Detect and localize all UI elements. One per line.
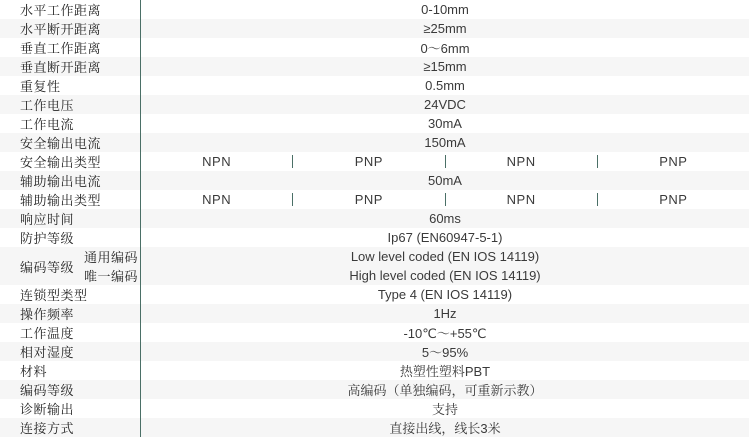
spec-row	[0, 399, 749, 418]
row-label-cell	[0, 247, 141, 285]
row-label-cell	[0, 209, 141, 228]
row-value: 热塑性塑料PBT	[399, 364, 491, 379]
row-label: 重复性	[20, 79, 61, 94]
row-label-cell	[0, 380, 141, 399]
spec-row	[0, 190, 749, 209]
row-value: ≥15mm	[423, 59, 467, 74]
row-value: 30mA	[428, 116, 462, 131]
spec-row	[0, 380, 749, 399]
spec-row	[0, 0, 749, 19]
row-label-cell	[0, 418, 141, 437]
row-value: 支持	[431, 402, 458, 417]
output-type-cell: NPN	[506, 192, 536, 207]
row-label-cell	[0, 304, 141, 323]
row-label-cell	[0, 95, 141, 114]
row-label-cell	[0, 342, 141, 361]
row-label: 工作温度	[20, 326, 75, 341]
row-value: 高编码（单独编码，可重新示教）	[347, 383, 543, 398]
row-label-cell	[0, 76, 141, 95]
row-value: 0.5mm	[425, 78, 465, 93]
row-value: Ip67 (EN60947-5-1)	[387, 230, 503, 245]
spec-row	[0, 76, 749, 95]
spec-row	[0, 114, 749, 133]
spec-row	[0, 285, 749, 304]
row-label: 材料	[20, 364, 48, 379]
row-label: 连接方式	[20, 421, 75, 436]
spec-row	[0, 171, 749, 190]
row-label: 相对湿度	[20, 345, 75, 360]
row-value: 0～6mm	[420, 41, 470, 56]
row-label-cell	[0, 114, 141, 133]
row-value: 24VDC	[424, 97, 466, 112]
row-label: 垂直断开距离	[20, 60, 102, 75]
row-label: 编码等级	[20, 383, 75, 398]
row-label-cell	[0, 19, 141, 38]
spec-row	[0, 247, 749, 285]
row-value-columns	[141, 152, 749, 171]
row-value: ≥25mm	[423, 21, 467, 36]
row-label: 辅助输出类型	[20, 193, 102, 208]
spec-row	[0, 95, 749, 114]
spec-row	[0, 361, 749, 380]
row-label: 辅助输出电流	[20, 174, 102, 189]
spec-row	[0, 209, 749, 228]
row-label-cell	[0, 0, 141, 19]
row-label: 防护等级	[20, 231, 75, 246]
spec-row	[0, 342, 749, 361]
spec-row	[0, 38, 749, 57]
row-label: 工作电流	[20, 117, 75, 132]
row-label-cell	[0, 228, 141, 247]
output-type-cell: PNP	[659, 192, 688, 207]
row-value: 5～95%	[421, 345, 469, 360]
coding-sub-labels	[84, 247, 138, 285]
row-label: 编码等级	[20, 259, 75, 275]
output-type-cell: PNP	[354, 154, 383, 169]
row-label-cell	[0, 171, 141, 190]
coding-sub-label: 通用编码	[83, 250, 138, 265]
row-label-cell	[0, 361, 141, 380]
spec-row	[0, 133, 749, 152]
spec-row	[0, 418, 749, 437]
row-label: 水平工作距离	[20, 3, 102, 18]
output-type-cell: PNP	[659, 154, 688, 169]
spec-row	[0, 228, 749, 247]
row-label: 诊断输出	[20, 402, 75, 417]
row-label-cell	[0, 285, 141, 304]
row-value: 50mA	[428, 173, 462, 188]
row-label-cell	[0, 399, 141, 418]
row-value: 60ms	[429, 211, 461, 226]
row-label: 安全输出电流	[20, 136, 102, 151]
row-label-cell	[0, 323, 141, 342]
row-label: 水平断开距离	[20, 22, 102, 37]
spec-row	[0, 19, 749, 38]
spec-row	[0, 304, 749, 323]
output-type-cell: NPN	[202, 154, 232, 169]
row-label: 响应时间	[20, 212, 75, 227]
row-value: 直接出线，线长3米	[389, 421, 501, 436]
row-label-cell	[0, 57, 141, 76]
row-label: 工作电压	[20, 98, 75, 113]
spec-row	[0, 323, 749, 342]
spec-row	[0, 152, 749, 171]
output-type-cell: NPN	[506, 154, 536, 169]
row-label-cell	[0, 152, 141, 171]
row-value: High level coded (EN IOS 14119)	[349, 268, 541, 283]
row-label-cell	[0, 38, 141, 57]
row-label: 安全输出类型	[20, 155, 102, 170]
row-value: 1Hz	[433, 306, 457, 321]
row-label-cell	[0, 190, 141, 209]
row-value: 150mA	[424, 135, 466, 150]
output-type-cell: PNP	[354, 192, 383, 207]
row-label: 连锁型类型	[20, 288, 88, 303]
coding-sub-label: 唯一编码	[83, 269, 138, 284]
row-value: Low level coded (EN IOS 14119)	[350, 249, 540, 264]
output-type-cell: NPN	[202, 192, 232, 207]
row-label: 垂直工作距离	[20, 41, 102, 56]
row-value-stacked	[141, 247, 749, 285]
row-label: 操作频率	[20, 307, 75, 322]
row-value: 0-10mm	[421, 2, 469, 17]
row-value: -10℃～+55℃	[403, 326, 487, 341]
spec-row	[0, 57, 749, 76]
row-value-columns	[141, 190, 749, 209]
row-value: Type 4 (EN IOS 14119)	[377, 287, 513, 302]
row-label-cell	[0, 133, 141, 152]
